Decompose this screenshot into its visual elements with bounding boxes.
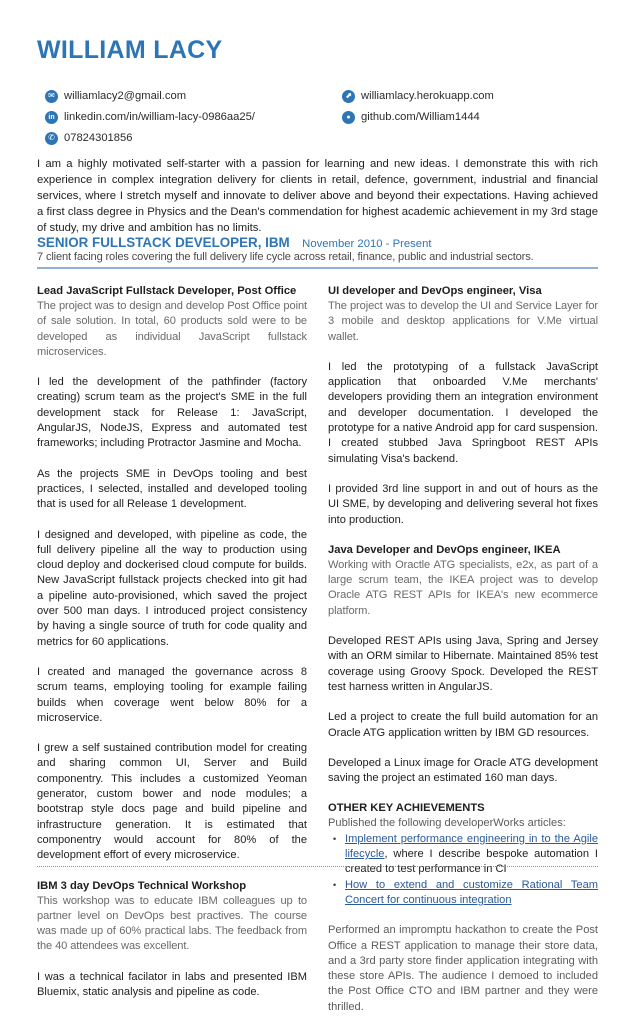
achievements-intro: Published the following developerWorks articles: <box>328 817 566 830</box>
project-paragraph: Led a project to create the full build automation for an Oracle ATG application written by IBM GD resources. <box>328 711 598 739</box>
email-icon: ✉ <box>45 90 58 103</box>
article-item <box>328 878 598 909</box>
project-paragraph: I grew a self sustained contribution model for creating and sharing common UI, Server and Build componentry. This includes a customized Yeoman generator, custom bower and node modules; a bootstrap style docs page and build pipeline and infrastructure generation. It is estimated that componentry would account for 80% of the development effort of every microservice. <box>37 742 307 862</box>
key-achievements <box>328 801 598 1015</box>
dotted-divider <box>37 866 598 867</box>
article-description: , where I describe bespoke automation I created to test performance in CI <box>345 848 598 876</box>
article-item <box>328 832 598 878</box>
role-subtitle: 7 client facing roles covering the full delivery life cycle across retail, finance, public and industrial sectors. <box>37 251 534 263</box>
hackathon-paragraph: Performed an impromptu hackathon to create the Post Office a REST application to manage their store data, and a 3rd party store finder application integrating with these store APIs. The audience I demoed to included the Post Office CTO and IBM partner and they were thrilled. <box>328 924 598 1013</box>
contact-email[interactable] <box>45 87 186 105</box>
article-list <box>328 832 598 908</box>
project-intro: The project was to design and develop Post Office point of sale solution. In total, 60 products sold were to be developed as individual JavaScript fullstack microservices. <box>37 300 307 358</box>
project-intro: The project was to develop the UI and Service Layer for 3 mobile and desktop applications for V.Me virtual wallet. <box>328 300 598 343</box>
website-link-icon: ⬈ <box>342 90 355 103</box>
project-paragraph: I was a technical facilator in labs and presented IBM Bluemix, static analysis and pipeline as code. <box>37 970 307 998</box>
article-link-performance-engineering[interactable]: Implement performance engineering in to the Agile lifecycle <box>345 832 598 861</box>
contact-github[interactable] <box>342 108 480 126</box>
candidate-name: WILLIAM LACY <box>37 36 223 64</box>
project-intro: Working with Oractle ATG specialists, e2x, as part of a large scrum team, the IKEA project was to develop Oracle ATG REST APIs for IKEA's new ecommerce platform. <box>328 558 598 617</box>
project-title: IBM 3 day DevOps Technical Workshop <box>37 879 247 892</box>
github-link[interactable]: github.com/William1444 <box>361 111 480 123</box>
project-paragraph: I created and managed the governance across 8 scrum teams, employing tooling for example failing builds when coverage went below 80% for a microservice. <box>37 665 307 724</box>
project-ibm-workshop <box>37 879 307 955</box>
contact-website[interactable] <box>342 87 494 105</box>
project-post-office <box>37 284 307 360</box>
project-paragraph: Developed REST APIs using Java, Spring and Jersey with an ORM similar to Hibernate. Maintained 85% test coverage using Groovy Spock. Developed the REST test harness written in AngularJS. <box>328 635 598 693</box>
article-link-rational-team-concert[interactable]: How to extend and customize Rational Team Concert for continuous integration <box>345 878 598 906</box>
project-visa <box>328 284 598 345</box>
phone-icon: ✆ <box>45 132 58 145</box>
project-title: Java Developer and DevOps engineer, IKEA <box>328 543 561 556</box>
contact-linkedin[interactable] <box>45 108 255 126</box>
project-paragraph: Developed a Linux image for Oracle ATG development saving the project an estimated 160 man days. <box>328 756 598 785</box>
project-paragraph: I led the prototyping of a fullstack JavaScript application that onboarded V.Me merchants' developers providing them an integration environment and developer documentation. I developed the prototype for a native Android app for card suspension. I created stubbed Java Springboot REST APIs simulating Visa's backend. <box>328 360 598 465</box>
project-paragraph: I provided 3rd line support in and out of hours as the UI SME, by developing and delivering several hot fixes into production. <box>328 482 598 526</box>
phone-number[interactable]: 07824301856 <box>64 132 133 144</box>
linkedin-icon: in <box>45 111 58 124</box>
project-title: UI developer and DevOps engineer, Visa <box>328 285 542 297</box>
right-column <box>328 284 598 1030</box>
project-paragraph: As the projects SME in DevOps tooling and best practices, I selected, installed and developed tooling that is used for all Release 1 development. <box>37 467 307 511</box>
achievements-heading: OTHER KEY ACHIEVEMENTS <box>328 802 485 815</box>
project-title: Lead JavaScript Fullstack Developer, Post Office <box>37 285 297 297</box>
github-icon: ● <box>342 111 355 124</box>
project-paragraph: I led the development of the pathfinder (factory creating) scrum team as the project's SME in the full development stack for Release 1: JavaScript, AngularJS, NodeJS, Express and automated test frameworks; including Protractor Jasmine and Mocha. <box>37 376 307 450</box>
role-title: SENIOR FULLSTACK DEVELOPER, IBM <box>37 235 290 250</box>
project-intro: This workshop was to educate IBM colleagues up to partner level on DevOps best practives. The course was made up of 60% practical labs. The feedback from the 40 attendees was excellent. <box>37 894 307 953</box>
contact-phone[interactable] <box>45 129 132 147</box>
website-link[interactable]: williamlacy.herokuapp.com <box>361 90 494 102</box>
email-link[interactable]: williamlacy2@gmail.com <box>64 90 187 102</box>
profile-summary: I am a highly motivated self-starter with a passion for learning and new ideas. I demonstrate this with rich experience in complex integration delivery for clients in retail, defence, government, industrial and financial services, where I stretch myself and innovate to deliver above and beyond their expectations. Having achieved a first class degree in Physics and the Dean's commendation for highest academic achievement in my 3rd stage of study, my drive and ambition has no limits. <box>37 158 598 234</box>
role-dates: November 2010 - Present <box>302 238 432 250</box>
linkedin-link[interactable]: linkedin.com/in/william-lacy-0986aa25/ <box>64 111 255 123</box>
role-header <box>37 234 598 252</box>
left-column <box>37 284 307 1015</box>
section-divider <box>37 267 598 269</box>
project-paragraph: I designed and developed, with pipeline as code, the full delivery pipeline all the way to production using cloud deploy and dockerised cloud compute for builds. New JavaScript fullstack projects checked into git had a pipeline auto-provisioned, which saved the project over 500 man days. I introduced project consistency by having a single source of truth for code quality and metrics for 60 applications. <box>37 528 307 648</box>
project-ikea <box>328 543 598 619</box>
